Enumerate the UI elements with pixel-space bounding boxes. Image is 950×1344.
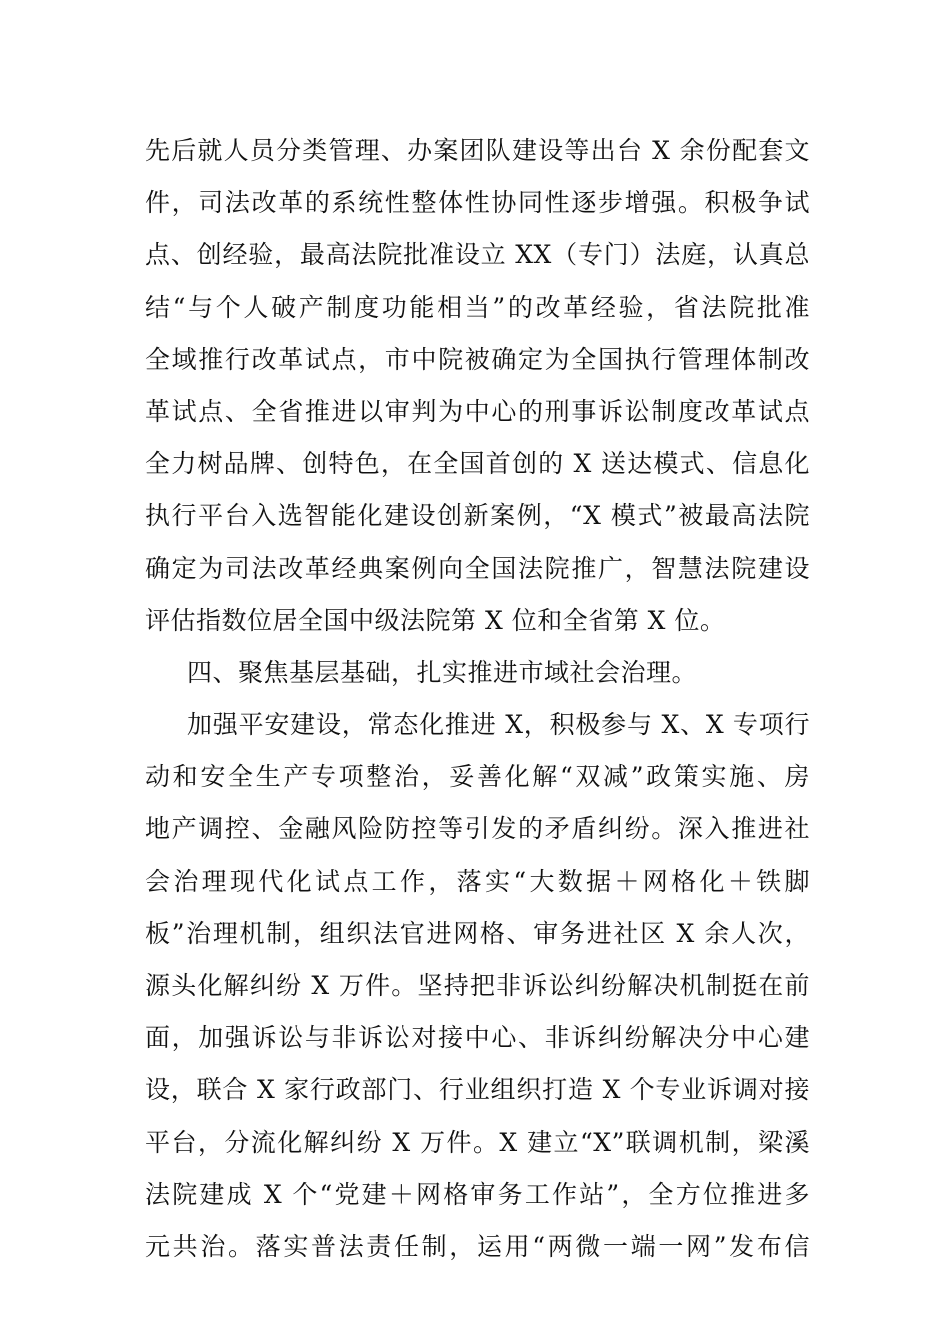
text-line: 全力树品牌、创特色，在全国首创的 X 送达模式、信息化 <box>145 449 810 479</box>
text-line: 法院建成 X 个“党建＋网格审务工作站”，全方位推进多 <box>145 1179 810 1209</box>
section-heading: 四、聚焦基层基础，扎实推进市域社会治理。 <box>187 657 698 687</box>
text-line: 评估指数位居全国中级法院第 X 位和全省第 X 位。 <box>145 605 726 635</box>
text-line: 元共治。落实普法责任制，运用“两微一端一网”发布信 <box>145 1231 810 1261</box>
text-line: 动和安全生产专项整治，妥善化解“双减”政策实施、房 <box>145 762 810 792</box>
text-line: 会治理现代化试点工作，落实“大数据＋网格化＋铁脚 <box>145 866 810 896</box>
text-line: 结“与个人破产制度功能相当”的改革经验，省法院批准 <box>145 292 810 322</box>
text-line: 革试点、全省推进以审判为中心的刑事诉讼制度改革试点 <box>145 396 810 426</box>
text-line: 全域推行改革试点，市中院被确定为全国执行管理体制改 <box>145 344 810 374</box>
text-line: 确定为司法改革经典案例向全国法院推广，智慧法院建设 <box>145 553 810 583</box>
text-line: 件，司法改革的系统性整体性协同性逐步增强。积极争试 <box>145 188 810 218</box>
text-line: 平台，分流化解纠纷 X 万件。X 建立“X”联调机制，梁溪 <box>145 1127 810 1157</box>
body-text <box>145 125 810 1273</box>
text-line: 面，加强诉讼与非诉讼对接中心、非诉纠纷解决分中心建 <box>145 1023 810 1053</box>
text-line: 源头化解纠纷 X 万件。坚持把非诉讼纠纷解决机制挺在前 <box>145 971 810 1000</box>
text-line: 点、创经验，最高法院批准设立 XX（专门）法庭，认真总 <box>145 240 810 270</box>
text-line: 先后就人员分类管理、办案团队建设等出台 X 余份配套文 <box>145 136 810 165</box>
text-line: 加强平安建设，常态化推进 X，积极参与 X、X 专项行 <box>187 710 810 740</box>
text-line: 设，联合 X 家行政部门、行业组织打造 X 个专业诉调对接 <box>145 1075 810 1105</box>
text-line: 地产调控、金融风险防控等引发的矛盾纠纷。深入推进社 <box>145 814 810 844</box>
text-line: 板”治理机制，组织法官进网格、审务进社区 X 余人次， <box>145 918 810 948</box>
text-line: 执行平台入选智能化建设创新案例，“X 模式”被最高法院 <box>145 501 810 531</box>
